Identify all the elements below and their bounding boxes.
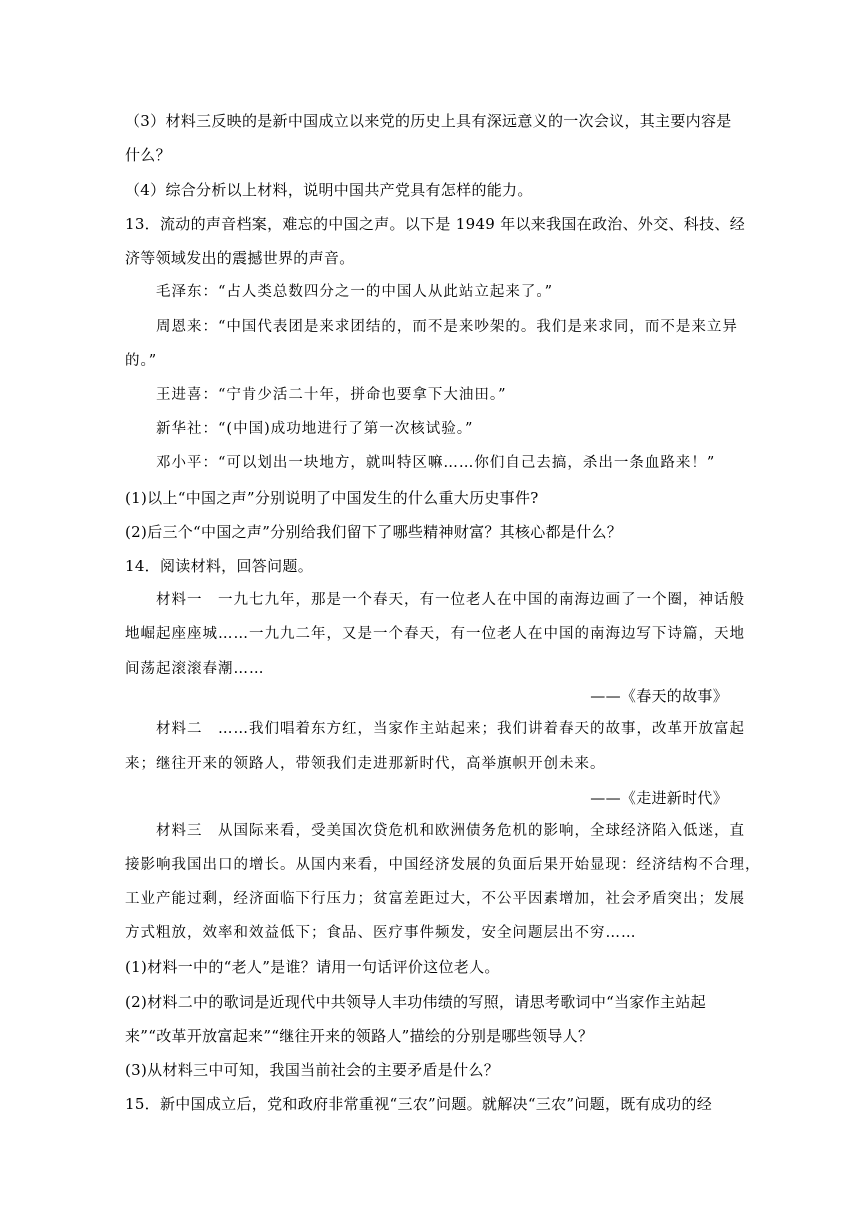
- q14-part2-line2: 来”“改革开放富起来”“继往开来的领路人”描绘的分别是哪些领导人？: [125, 1027, 594, 1045]
- material-1-line2: 地崛起座座城……一九九二年，又是一个春天，有一位老人在中国的南海边写下诗篇，天地: [125, 626, 745, 642]
- q13-stem-line1: 13．流动的声音档案，难忘的中国之声。以下是 1949 年以来我国在政治、外交、科技、经: [125, 215, 746, 233]
- q14-part1: (1)材料一中的“老人”是谁？请用一句话评价这位老人。: [125, 958, 500, 976]
- q13-part1: (1)以上“中国之声”分别说明了中国发生的什么重大历史事件?: [125, 489, 539, 507]
- material-3-line3: 工业产能过剩，经济面临下行压力；贫富差距过大，不公平因素增加，社会矛盾突出；发展: [125, 891, 745, 907]
- quote-mao-zedong: 毛泽东：“占人类总数四分之一的中国人从此站立起来了。”: [156, 284, 554, 300]
- q12-part4: （4）综合分析以上材料，说明中国共产党具有怎样的能力。: [125, 181, 533, 199]
- material-3-line1: 材料三 从国际来看，受美国次贷危机和欧洲债务危机的影响，全球经济陷入低迷，直: [156, 823, 745, 839]
- q12-part3-line2: 什么？: [125, 146, 171, 164]
- quote-deng-xiaoping: 邓小平：“可以划出一块地方，就叫特区嘛……你们自己去搞，杀出一条血路来！”: [156, 455, 716, 471]
- q15-stem-line1: 15．新中国成立后，党和政府非常重视“三农”问题。就解决“三农”问题，既有成功的经: [125, 1095, 713, 1113]
- material-3-line2: 接影响我国出口的增长。从国内来看，中国经济发展的负面后果开始显现：经济结构不合理，: [125, 857, 761, 873]
- q13-part2: (2)后三个“中国之声”分别给我们留下了哪些精神财富？其核心都是什么？: [125, 523, 623, 541]
- quote-zhou-enlai-line1: 周恩来：“中国代表团是来求团结的，而不是来吵架的。我们是来求同，而不是来立异: [156, 319, 738, 335]
- material-1-source: ——《春天的故事》: [590, 687, 728, 705]
- quote-wang-jinxi: 王进喜：“宁肯少活二十年，拼命也要拿下大油田。”: [156, 387, 507, 403]
- material-2-source: ——《走进新时代》: [590, 789, 728, 807]
- material-2-line2: 来；继往开来的领路人，带领我们走进那新时代，高举旗帜开创未来。: [125, 756, 606, 772]
- material-1-line3: 间荡起滚滚春潮……: [125, 661, 265, 677]
- quote-xinhua: 新华社：“(中国)成功地进行了第一次核试验。”: [156, 421, 474, 437]
- material-3-line4: 方式粗放，效率和效益低下；食品、医疗事件频发，安全问题层出不穷……: [125, 925, 637, 941]
- q14-part3: (3)从材料三中可知，我国当前社会的主要矛盾是什么？: [125, 1061, 500, 1079]
- q14-stem: 14．阅读材料，回答问题。: [125, 557, 313, 575]
- material-2-line1: 材料二 ……我们唱着东方红，当家作主站起来；我们讲着春天的故事，改革开放富起: [156, 721, 745, 737]
- material-1-line1: 材料一 一九七九年，那是一个春天，有一位老人在中国的南海边画了一个圈，神话般: [156, 592, 745, 608]
- q13-stem-line2: 济等领域发出的震撼世界的声音。: [125, 249, 355, 267]
- q14-part2-line1: (2)材料二中的歌词是近现代中共领导人丰功伟绩的写照，请思考歌词中“当家作主站起: [125, 993, 706, 1011]
- quote-zhou-enlai-line2: 的。”: [125, 353, 158, 369]
- q12-part3-line1: （3）材料三反映的是新中国成立以来党的历史上具有深远意义的一次会议，其主要内容是: [125, 112, 732, 130]
